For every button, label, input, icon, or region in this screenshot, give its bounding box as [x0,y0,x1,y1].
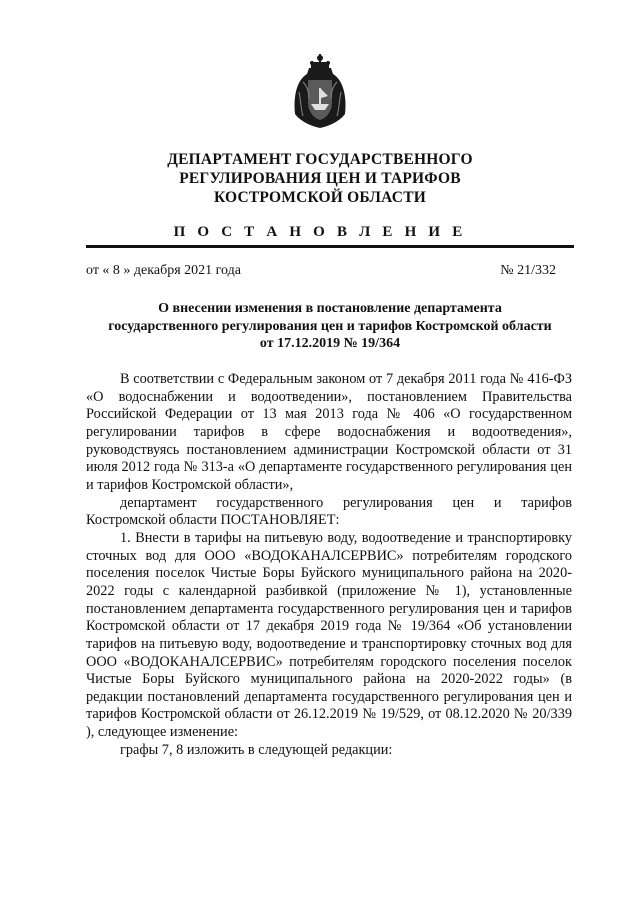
body-paragraph-4: графы 7, 8 изложить в следующей редакции: [120,741,393,758]
header-divider [86,245,574,248]
subject-line-2: государственного регулирования цен и тарифов Костромской области [108,318,552,334]
document-number: № 21/332 [500,263,556,278]
department-header [90,150,550,207]
subject-line-3: от 17.12.2019 № 19/364 [259,336,401,351]
department-name-line-3: КОСТРОМСКОЙ ОБЛАСТИ [213,189,426,206]
document-body [86,371,572,759]
document-subject [86,300,574,353]
body-paragraph-1: В соответствии с Федеральным законом от 7 декабря 2011 года № 416-ФЗ «О водоснабжении и водоотведении», постановлением Правительства Российской Федерации от 13 мая 2013 года № 406 «О государственном регулировании тарифов в сфере водоснабжения и водоотведения», руководствуясь постановлением администрации Костромской области от 31 июля 2012 года № 313-а «О департаменте государственного регулирования цен и тарифов Костромской области», [86,371,572,493]
date-number-line [86,262,574,279]
body-paragraph-2: департамент государственного регулирования цен и тарифов Костромской области ПОСТАНОВЛЯЕТ: [86,494,572,529]
coat-of-arms-icon [287,52,353,132]
document-type-title: П О С Т А Н О В Л Е Н И Е [173,224,467,240]
department-name-line-2: РЕГУЛИРОВАНИЯ ЦЕН И ТАРИФОВ [179,170,461,187]
body-paragraph-3: 1. Внести в тарифы на питьевую воду, водоотведение и транспортировку сточных вод для ООО «ВОДОКАНАЛСЕРВИС» потребителям городского поселения поселок Чистые Боры Буйского муниципального района на 2020-2022 годы с календарной разбивкой (приложение № 1), установленные постановлением департамента государственного регулирования цен и тарифов Костромской области от 17 декабря 2019 года № 19/364 «Об установлении тарифов на питьевую воду, водоотведение и транспортировку сточных вод для ООО «ВОДОКАНАЛСЕРВИС» потребителям городского поселения поселок Чистые Боры Буйского муниципального района на 2020-2022 годы» (в редакции постановлений департамента государственного регулирования цен и тарифов Костромской области от 26.12.2019 № 19/529, от 08.12.2020 № 20/339 ), следующее изменение: [86,529,572,741]
document-date: от « 8 » декабря 2021 года [86,263,241,278]
subject-line-1: О внесении изменения в постановление департамента [158,301,502,316]
department-name-line-1: ДЕПАРТАМЕНТ ГОСУДАРСТВЕННОГО [167,151,473,168]
